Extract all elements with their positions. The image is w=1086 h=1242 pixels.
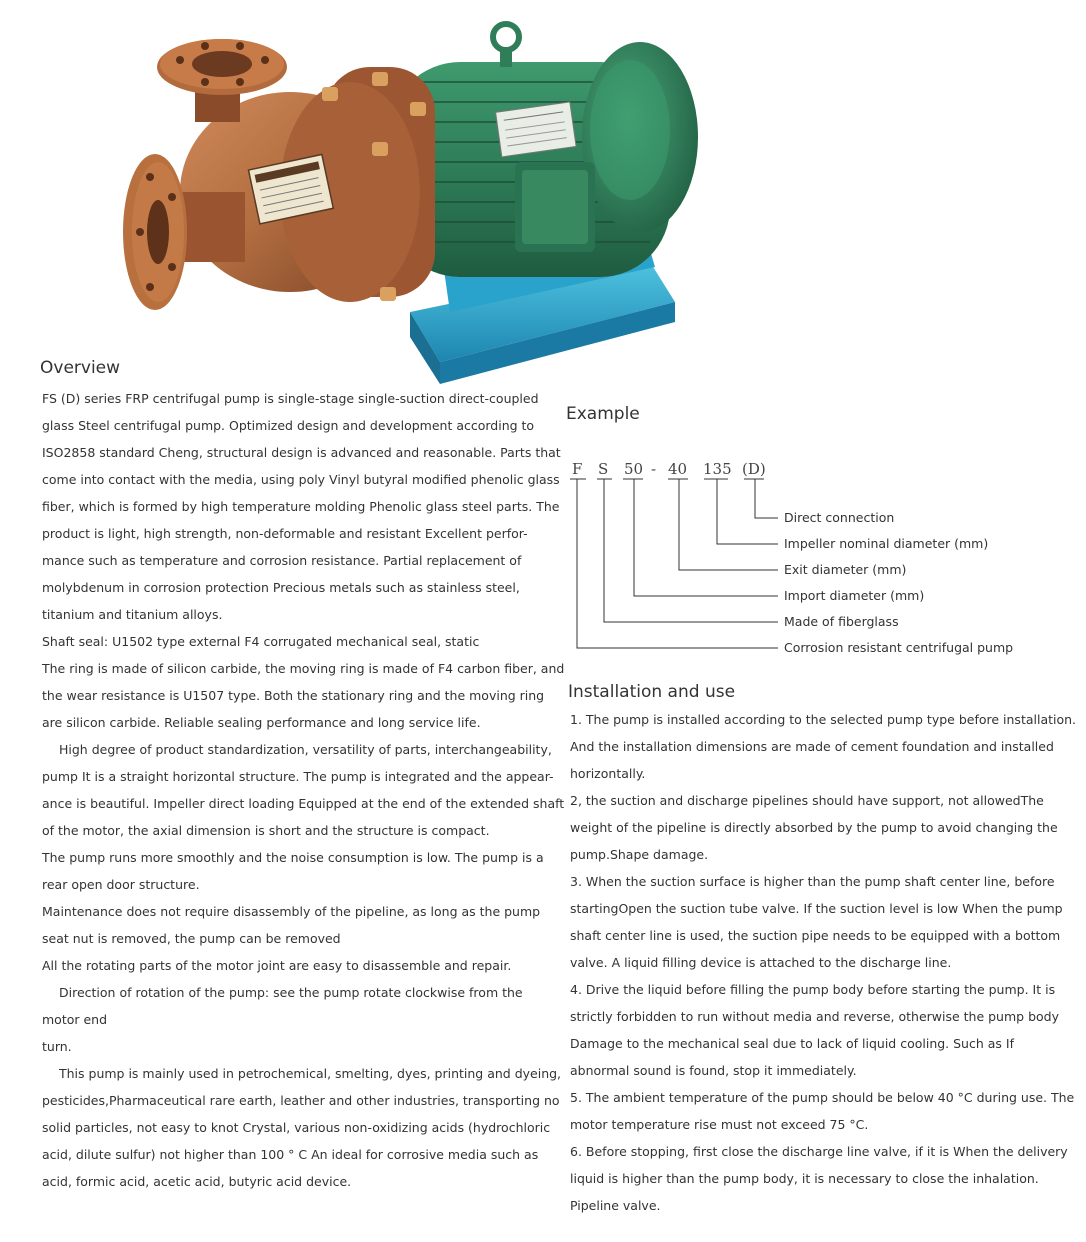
overview-line: molybdenum in corrosion protection Precious metals such as stainless steel,: [42, 580, 520, 595]
code-d: (D): [742, 460, 766, 478]
overview-line: Shaft seal: U1502 type external F4 corrugated mechanical seal, static: [42, 634, 480, 649]
overview-line: FS (D) series FRP centrifugal pump is single-stage single-suction direct-coupled: [42, 391, 539, 406]
installation-line: 5. The ambient temperature of the pump should be below 40 °C during use. The: [570, 1090, 1075, 1105]
installation-line: pump.Shape damage.: [570, 847, 709, 862]
installation-line: startingOpen the suction tube valve. If the suction level is low When the pump: [570, 901, 1063, 916]
overview-line: fiber, which is formed by high temperature molding Phenolic glass steel parts. The: [42, 499, 560, 514]
leader-lines: [577, 479, 778, 648]
overview-line: ance is beautiful. Impeller direct loading Equipped at the end of the extended shaft: [42, 796, 565, 811]
overview-line: Direction of rotation of the pump: see the pump rotate clockwise from the: [59, 985, 523, 1000]
installation-line: And the installation dimensions are made of cement foundation and installed: [570, 739, 1054, 754]
overview-line: product is light, high strength, non-deformable and resistant Excellent perfor-: [42, 526, 528, 541]
installation-line: abnormal sound is found, stop it immediately.: [570, 1063, 857, 1078]
overview-line: motor end: [42, 1012, 108, 1027]
overview-line: The pump runs more smoothly and the noise consumption is low. The pump is a: [42, 850, 544, 865]
overview-line: solid particles, not easy to knot Crystal, various non-oxidizing acids (hydrochloric: [42, 1120, 551, 1135]
label-exit-diameter: Exit diameter (mm): [784, 562, 907, 577]
overview-line: mance such as temperature and corrosion resistance. Partial replacement of: [42, 553, 522, 568]
installation-line: horizontally.: [570, 766, 646, 781]
overview-line: acid, dilute sulfur) not higher than 100 ° C An ideal for corrosive media such as: [42, 1147, 539, 1162]
installation-line: Damage to the mechanical seal due to lack of liquid cooling. Such as If: [570, 1036, 1014, 1051]
overview-line: Maintenance does not require disassembly of the pipeline, as long as the pump: [42, 904, 541, 919]
label-direct-connection: Direct connection: [784, 510, 895, 525]
installation-line: 1. The pump is installed according to the selected pump type before installation.: [570, 712, 1077, 727]
overview-line: The ring is made of silicon carbide, the moving ring is made of F4 carbon fiber, and: [42, 661, 565, 676]
label-import-diameter: Import diameter (mm): [784, 588, 925, 603]
overview-line: seat nut is removed, the pump can be removed: [42, 931, 341, 946]
code-f: F: [572, 460, 583, 478]
code-import: 50: [624, 460, 644, 478]
overview-text: [42, 385, 565, 1195]
code-dash: -: [651, 460, 657, 478]
label-impeller-diameter: Impeller nominal diameter (mm): [784, 536, 989, 551]
code-s: S: [598, 460, 609, 478]
model-code-diagram: [560, 452, 1080, 662]
overview-line: titanium and titanium alloys.: [42, 607, 223, 622]
installation-line: 2, the suction and discharge pipelines should have support, not allowedThe: [570, 793, 1044, 808]
overview-line: turn.: [42, 1039, 72, 1054]
installation-line: valve. A liquid filling device is attached to the discharge line.: [570, 955, 952, 970]
overview-line: glass Steel centrifugal pump. Optimized design and development according to: [42, 418, 535, 433]
installation-line: 6. Before stopping, first close the discharge line valve, if it is When the delivery: [570, 1144, 1068, 1159]
motor-body: [390, 24, 698, 277]
overview-line: ISO2858 standard Cheng, structural design is advanced and reasonable. Parts that: [42, 445, 561, 460]
overview-line: pesticides,Pharmaceutical rare earth, leather and other industries, transporting no: [42, 1093, 560, 1108]
label-fiberglass: Made of fiberglass: [784, 614, 899, 629]
installation-text: [570, 706, 1077, 1219]
label-centrifugal-pump: Corrosion resistant centrifugal pump: [784, 640, 1014, 655]
installation-line: 3. When the suction surface is higher than the pump shaft center line, before: [570, 874, 1055, 889]
installation-line: motor temperature rise must not exceed 75 °C.: [570, 1117, 869, 1132]
overview-line: acid, formic acid, acetic acid, butyric acid device.: [42, 1174, 352, 1189]
overview-line: of the motor, the axial dimension is short and the structure is compact.: [42, 823, 490, 838]
overview-line: pump It is a straight horizontal structure. The pump is integrated and the appear-: [42, 769, 554, 784]
overview-heading: Overview: [40, 358, 121, 378]
installation-heading: Installation and use: [568, 682, 736, 702]
code-impeller: 135: [703, 460, 732, 478]
overview-line: the wear resistance is U1507 type. Both the stationary ring and the moving ring: [42, 688, 545, 703]
overview-line: This pump is mainly used in petrochemical, smelting, dyes, printing and dyeing,: [59, 1066, 562, 1081]
overview-line: All the rotating parts of the motor joint are easy to disassemble and repair.: [42, 958, 512, 973]
installation-line: weight of the pipeline is directly absorbed by the pump to avoid changing the: [570, 820, 1058, 835]
pump-photo: [110, 12, 710, 387]
code-exit: 40: [668, 460, 688, 478]
installation-line: liquid is higher than the pump body, it is necessary to close the inhalation.: [570, 1171, 1039, 1186]
installation-line: 4. Drive the liquid before filling the pump body before starting the pump. It is: [570, 982, 1056, 997]
overview-line: are silicon carbide. Reliable sealing performance and long service life.: [42, 715, 481, 730]
overview-line: rear open door structure.: [42, 877, 200, 892]
example-heading: Example: [566, 404, 640, 424]
installation-line: Pipeline valve.: [570, 1198, 661, 1213]
installation-line: shaft center line is used, the suction pipe needs to be equipped with a bottom: [570, 928, 1061, 943]
overview-line: High degree of product standardization, versatility of parts, interchangeability,: [59, 742, 552, 757]
installation-line: strictly forbidden to run without media and reverse, otherwise the pump body: [570, 1009, 1059, 1024]
overview-line: come into contact with the media, using poly Vinyl butyral modified phenolic glass: [42, 472, 560, 487]
